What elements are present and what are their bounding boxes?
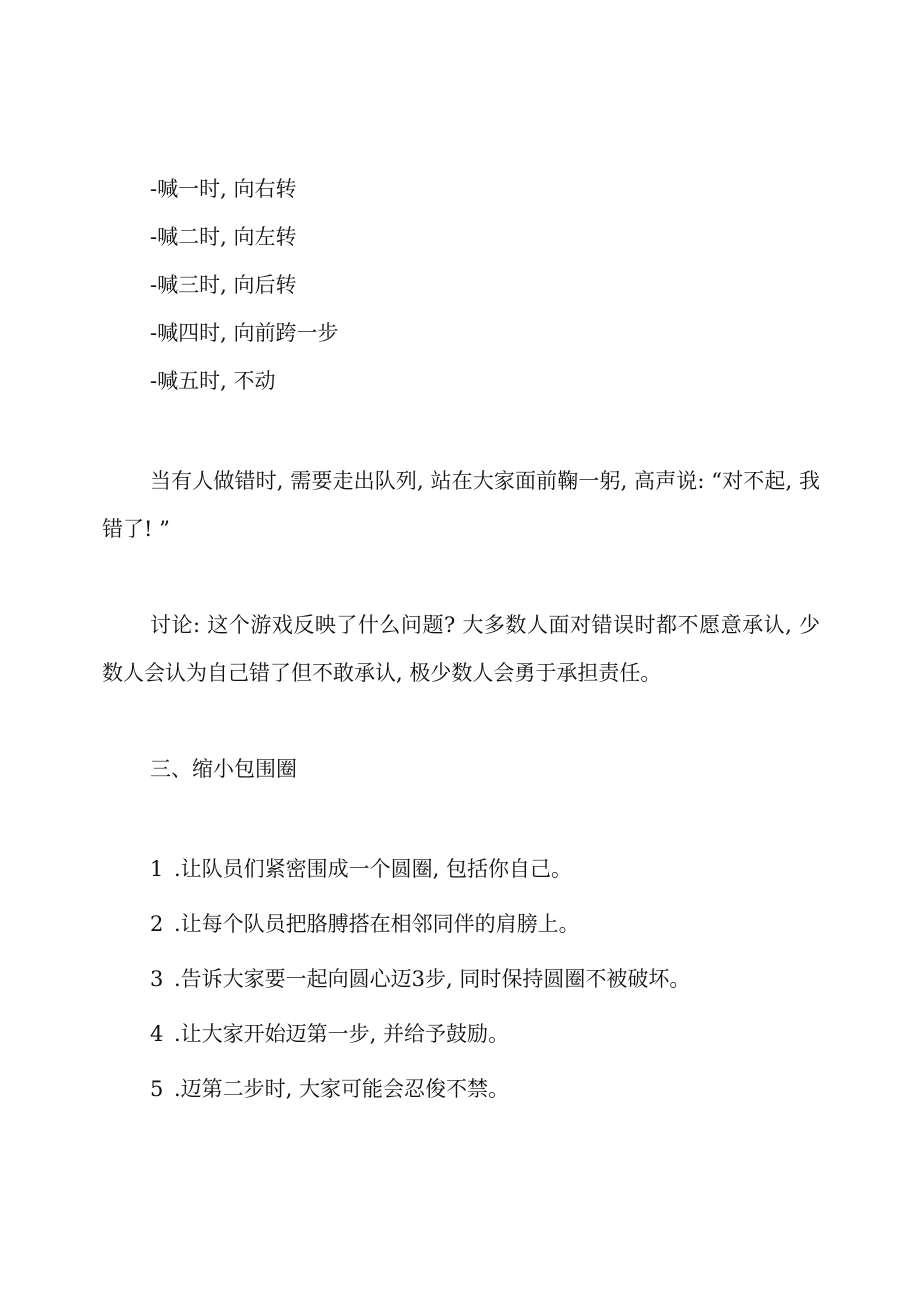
- command-line-1: -喊一时, 向右转: [150, 177, 297, 201]
- step-text: .迈第二步时, 大家可能会忍俊不禁。: [174, 1077, 510, 1101]
- step-item-5: [150, 1075, 509, 1103]
- step-number: 3: [150, 967, 164, 991]
- step-text: .让大家开始迈第一步, 并给予鼓励。: [174, 1022, 510, 1046]
- step-number: 1: [150, 857, 164, 881]
- discussion-paragraph: 讨论: 这个游戏反映了什么问题? 大多数人面对错误时都不愿意承认, 少数人会认为自己错了但不敢承认, 极少数人会勇于承担责任。: [102, 613, 820, 685]
- step-item-2: [150, 910, 580, 938]
- step-item-3: [150, 965, 690, 993]
- mistake-rule-paragraph: 当有人做错时, 需要走出队列, 站在大家面前鞠一躬, 高声说: “对不起, 我错了! ”: [102, 469, 820, 541]
- section-heading: 三、缩小包围圈: [150, 757, 297, 781]
- step-text: .让队员们紧密围成一个圆圈, 包括你自己。: [174, 857, 573, 881]
- step-number: 5: [150, 1077, 164, 1101]
- step-number: 4: [150, 1022, 164, 1046]
- step-text: .告诉大家要一起向圆心迈3步, 同时保持圆圈不被破坏。: [174, 967, 691, 991]
- step-item-1: [150, 855, 572, 883]
- command-line-4: -喊四时, 向前跨一步: [150, 321, 339, 345]
- step-item-4: [150, 1020, 509, 1048]
- command-line-2: -喊二时, 向左转: [150, 225, 297, 249]
- command-line-5: -喊五时, 不动: [150, 369, 276, 393]
- step-text: .让每个队员把胳膊搭在相邻同伴的肩膀上。: [174, 912, 580, 936]
- command-line-3: -喊三时, 向后转: [150, 273, 297, 297]
- step-number: 2: [150, 912, 164, 936]
